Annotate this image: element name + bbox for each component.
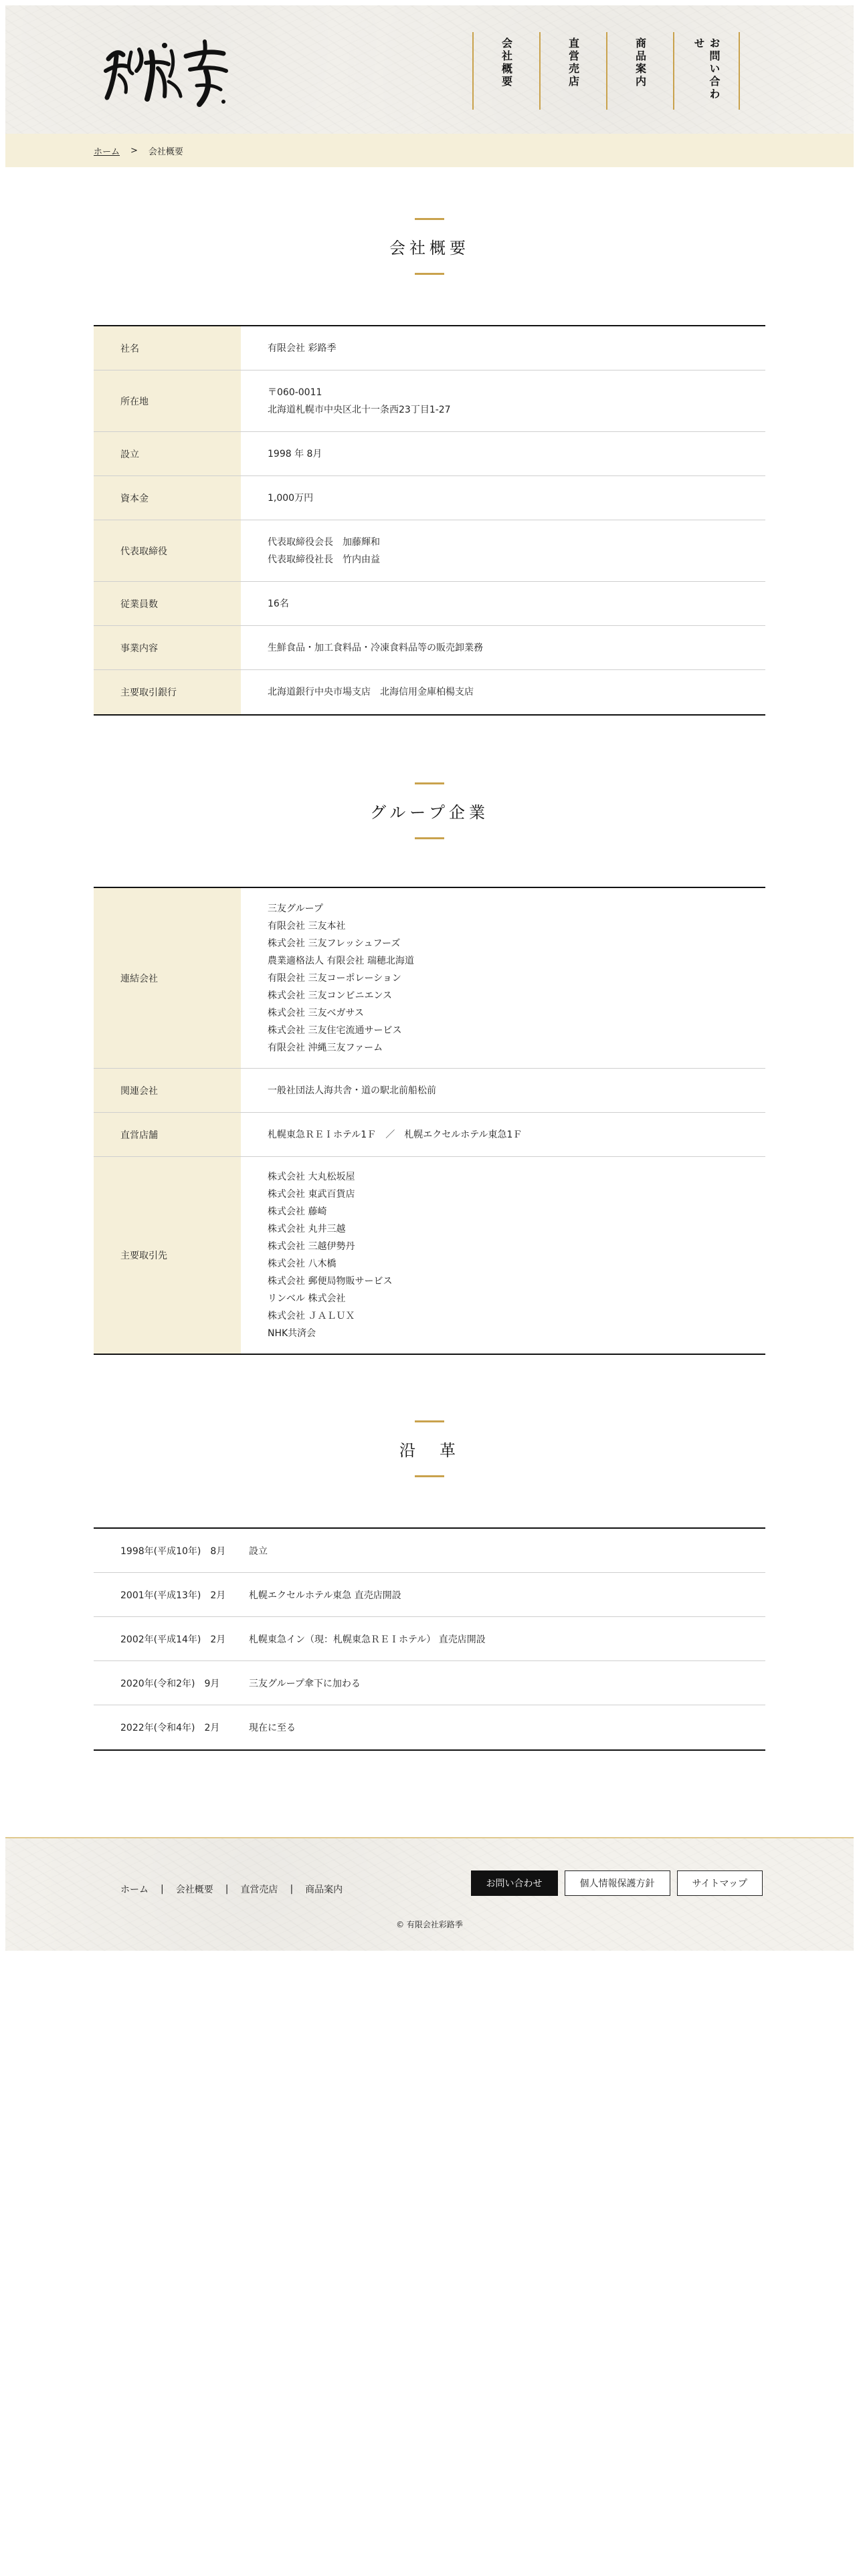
history-event: 札幌東急イン（現：札幌東急ＲＥＩホテル） 直売店開設	[249, 1634, 486, 1645]
row-label: 社名	[94, 326, 241, 370]
company-table	[94, 325, 765, 716]
heading-accent-bar	[415, 782, 444, 784]
nav-item-products[interactable]	[606, 32, 673, 110]
table-row	[94, 1069, 765, 1113]
heading-accent-bar	[415, 1420, 444, 1422]
nav-item-label: 商品案内	[634, 37, 647, 88]
footer-link-shop[interactable]: 直営売店	[240, 1885, 278, 1895]
history-date: 2001年(平成13年) 2月	[120, 1590, 226, 1601]
site-header	[5, 5, 854, 134]
footer-link-company[interactable]: 会社概要	[175, 1885, 213, 1895]
group-title: グループ企業	[369, 803, 490, 822]
row-label: 従業員数	[94, 582, 241, 625]
value-line: 生鮮食品・加工食料品・冷凍食料品等の販売卸業務	[268, 642, 483, 653]
group-table	[94, 887, 765, 1355]
copyright: © 有限会社彩路季	[396, 1920, 463, 1929]
heading-accent-bar	[415, 218, 444, 220]
value-line: 株式会社 郵便局物販サービス	[268, 1276, 393, 1287]
history-row	[94, 1661, 765, 1705]
value-line: NHK共済会	[268, 1328, 316, 1339]
company-title: 会社概要	[389, 239, 470, 257]
nav-item-shop[interactable]	[539, 32, 606, 110]
nav-item-label: お問い合わせ	[692, 37, 721, 101]
row-value	[241, 370, 765, 431]
privacy-policy-button[interactable]: 個人情報保護方針	[565, 1870, 670, 1896]
value-line: 1,000万円	[268, 492, 314, 504]
history-date: 2020年(令和2年) 9月	[120, 1678, 220, 1689]
footer-link-products[interactable]: 商品案内	[305, 1885, 343, 1895]
row-value	[241, 476, 765, 520]
row-value	[241, 520, 765, 581]
value-line: 株式会社 丸井三越	[268, 1224, 346, 1235]
row-label: 資本金	[94, 476, 241, 520]
breadcrumb-separator: >	[130, 145, 138, 156]
value-line: 〒060-0011	[268, 387, 322, 398]
nav-item-label: 会社概要	[500, 37, 513, 88]
value-line: 株式会社 東武百貨店	[268, 1189, 355, 1200]
value-line: 北海道札幌市中央区北十一条西23丁目1-27	[268, 404, 451, 415]
sitemap-button[interactable]: サイトマップ	[677, 1870, 763, 1896]
row-label: 連結会社	[94, 888, 241, 1068]
row-value	[241, 326, 765, 370]
table-row	[94, 1113, 765, 1157]
row-value	[241, 582, 765, 625]
value-line: 北海道銀行中央市場支店 北海信用金庫柏楊支店	[268, 687, 474, 697]
history-event: 設立	[249, 1545, 268, 1557]
history-date: 2002年(平成14年) 2月	[120, 1634, 226, 1645]
footer-separator: |	[290, 1884, 294, 1895]
row-value	[241, 626, 765, 669]
value-line: 株式会社 大丸松坂屋	[268, 1172, 355, 1182]
value-line: 農業適格法人 有限会社 瑞穂北海道	[268, 955, 414, 966]
value-line: 1998 年 8月	[268, 448, 322, 459]
nav-item-contact[interactable]	[673, 32, 740, 110]
history-event: 三友グループ傘下に加わる	[249, 1678, 361, 1689]
row-label: 代表取締役	[94, 520, 241, 581]
value-line: リンベル 株式会社	[268, 1293, 346, 1304]
value-line: 有限会社 三友本社	[268, 920, 346, 932]
value-line: 札幌東急ＲＥＩホテル1Ｆ ／ 札幌エクセルホテル東急1Ｆ	[268, 1129, 522, 1140]
heading-accent-bar	[415, 273, 444, 275]
value-line: 株式会社 三越伊勢丹	[268, 1241, 355, 1252]
value-line: 株式会社 三友コンビニエンス	[268, 990, 393, 1001]
row-label: 直営店舗	[94, 1113, 241, 1156]
table-row	[94, 370, 765, 432]
value-line: 三友グループ	[268, 903, 323, 914]
footer-separator: |	[225, 1884, 229, 1895]
value-line: 株式会社 三友フレッシュフーズ	[268, 938, 401, 949]
value-line: 代表取締役社長 竹内由益	[268, 554, 380, 565]
history-date: 1998年(平成10年) 8月	[120, 1545, 226, 1557]
value-line: 有限会社 彩路季	[268, 342, 337, 354]
row-label: 主要取引銀行	[94, 670, 241, 714]
global-nav	[472, 32, 740, 110]
value-line: 代表取締役会長 加藤輝和	[268, 536, 380, 548]
value-line: 株式会社 八木橋	[268, 1259, 337, 1269]
row-value	[241, 670, 765, 714]
table-row	[94, 670, 765, 714]
heading-accent-bar	[415, 837, 444, 839]
table-row	[94, 520, 765, 582]
row-label: 主要取引先	[94, 1157, 241, 1354]
value-line: 有限会社 三友コーポレーション	[268, 972, 401, 984]
row-label: 関連会社	[94, 1069, 241, 1112]
table-row	[94, 326, 765, 370]
row-label: 設立	[94, 432, 241, 475]
contact-button[interactable]: お問い合わせ	[471, 1870, 558, 1896]
row-label: 所在地	[94, 370, 241, 431]
history-event: 現在に至る	[249, 1723, 296, 1733]
breadcrumb	[5, 134, 854, 167]
value-line: 有限会社 沖縄三友ファーム	[268, 1042, 383, 1053]
history-row	[94, 1529, 765, 1573]
value-line: 株式会社 藤崎	[268, 1206, 327, 1217]
row-value	[241, 1157, 765, 1354]
history-row	[94, 1573, 765, 1617]
table-row	[94, 1157, 765, 1354]
history-table	[94, 1527, 765, 1751]
history-event: 札幌エクセルホテル東急 直売店開設	[249, 1590, 401, 1601]
row-value	[241, 1069, 765, 1112]
company-section-heading	[5, 218, 854, 275]
group-section-heading	[5, 782, 854, 839]
row-value	[241, 888, 765, 1068]
nav-item-label: 直営売店	[567, 37, 580, 88]
breadcrumb-home-link[interactable]: ホーム	[94, 146, 120, 157]
heading-accent-bar	[415, 1475, 444, 1477]
footer-buttons	[471, 1870, 763, 1896]
table-row	[94, 888, 765, 1069]
value-line: 16名	[268, 598, 289, 609]
table-row	[94, 582, 765, 626]
history-date: 2022年(令和4年) 2月	[120, 1723, 220, 1733]
history-title: 沿 革	[399, 1441, 460, 1460]
brand-logo[interactable]	[99, 32, 233, 112]
table-row	[94, 626, 765, 670]
breadcrumb-current: 会社概要	[148, 146, 183, 157]
value-line: 一般社団法人海共舎・道の駅北前船松前	[268, 1085, 436, 1096]
history-row	[94, 1617, 765, 1661]
row-value	[241, 432, 765, 475]
site-footer	[5, 1837, 854, 1951]
history-section-heading	[5, 1420, 854, 1477]
footer-link-home[interactable]: ホーム	[120, 1885, 149, 1895]
row-value	[241, 1113, 765, 1156]
table-row	[94, 476, 765, 520]
value-line: 株式会社 ＪＡＬＵＸ	[268, 1311, 355, 1321]
value-line: 株式会社 三友ベガサス	[268, 1007, 364, 1018]
table-row	[94, 432, 765, 476]
nav-item-company[interactable]	[472, 32, 539, 110]
value-line: 株式会社 三友住宅流通サービス	[268, 1025, 402, 1036]
footer-separator: |	[161, 1884, 164, 1895]
row-label: 事業内容	[94, 626, 241, 669]
footer-nav	[120, 1883, 343, 1896]
history-row	[94, 1705, 765, 1749]
